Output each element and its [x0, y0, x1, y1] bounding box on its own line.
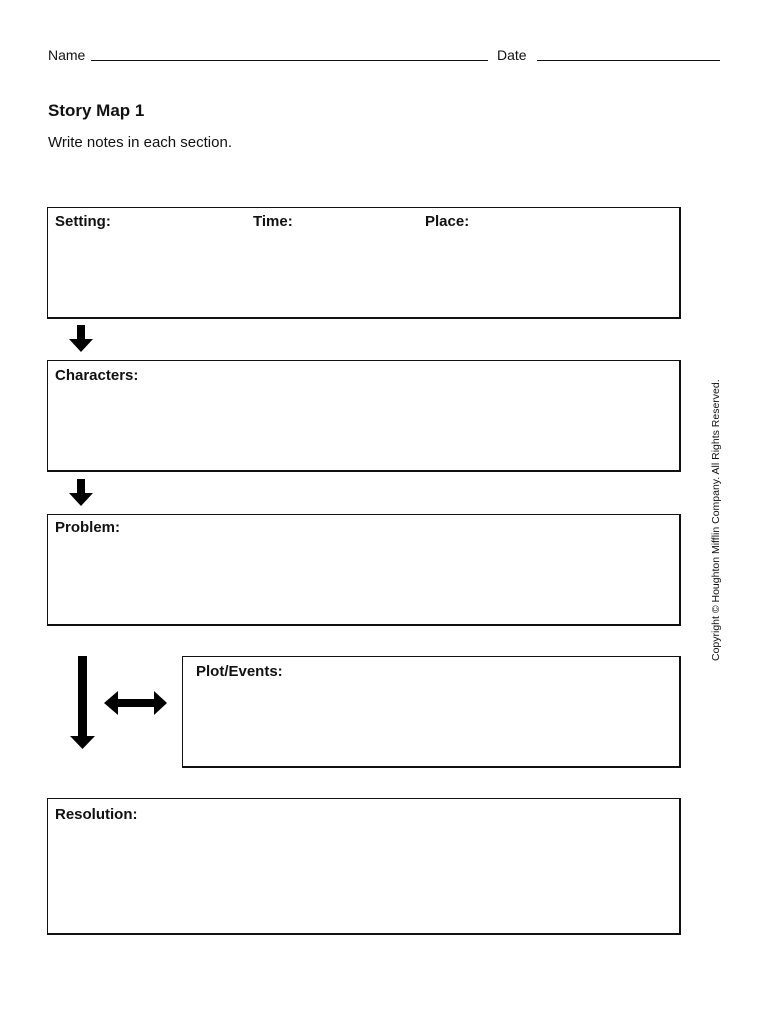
arrow-down-icon	[68, 479, 94, 507]
arrow-down-icon	[68, 325, 94, 353]
characters-box[interactable]	[47, 360, 681, 472]
place-label: Place:	[425, 213, 470, 230]
date-field[interactable]	[537, 60, 720, 61]
worksheet-title: Story Map 1	[48, 101, 145, 120]
plot-events-box[interactable]	[182, 656, 681, 768]
problem-label: Problem:	[55, 519, 121, 536]
characters-label: Characters:	[55, 367, 139, 384]
setting-box[interactable]	[47, 207, 681, 319]
long-arrow-down-icon	[70, 656, 96, 750]
setting-label: Setting:	[55, 213, 111, 230]
instructions: Write notes in each section.	[48, 134, 232, 151]
copyright-notice: Copyright © Houghton Mifflin Company. All Rights Reserved.	[710, 379, 722, 661]
problem-box[interactable]	[47, 514, 681, 626]
resolution-label: Resolution:	[55, 806, 138, 823]
plot-events-label: Plot/Events:	[196, 663, 283, 680]
date-label: Date	[497, 47, 527, 63]
double-arrow-icon	[104, 690, 168, 716]
name-field[interactable]	[91, 60, 488, 61]
resolution-box[interactable]	[47, 798, 681, 935]
name-label: Name	[48, 47, 86, 63]
time-label: Time:	[253, 213, 293, 230]
